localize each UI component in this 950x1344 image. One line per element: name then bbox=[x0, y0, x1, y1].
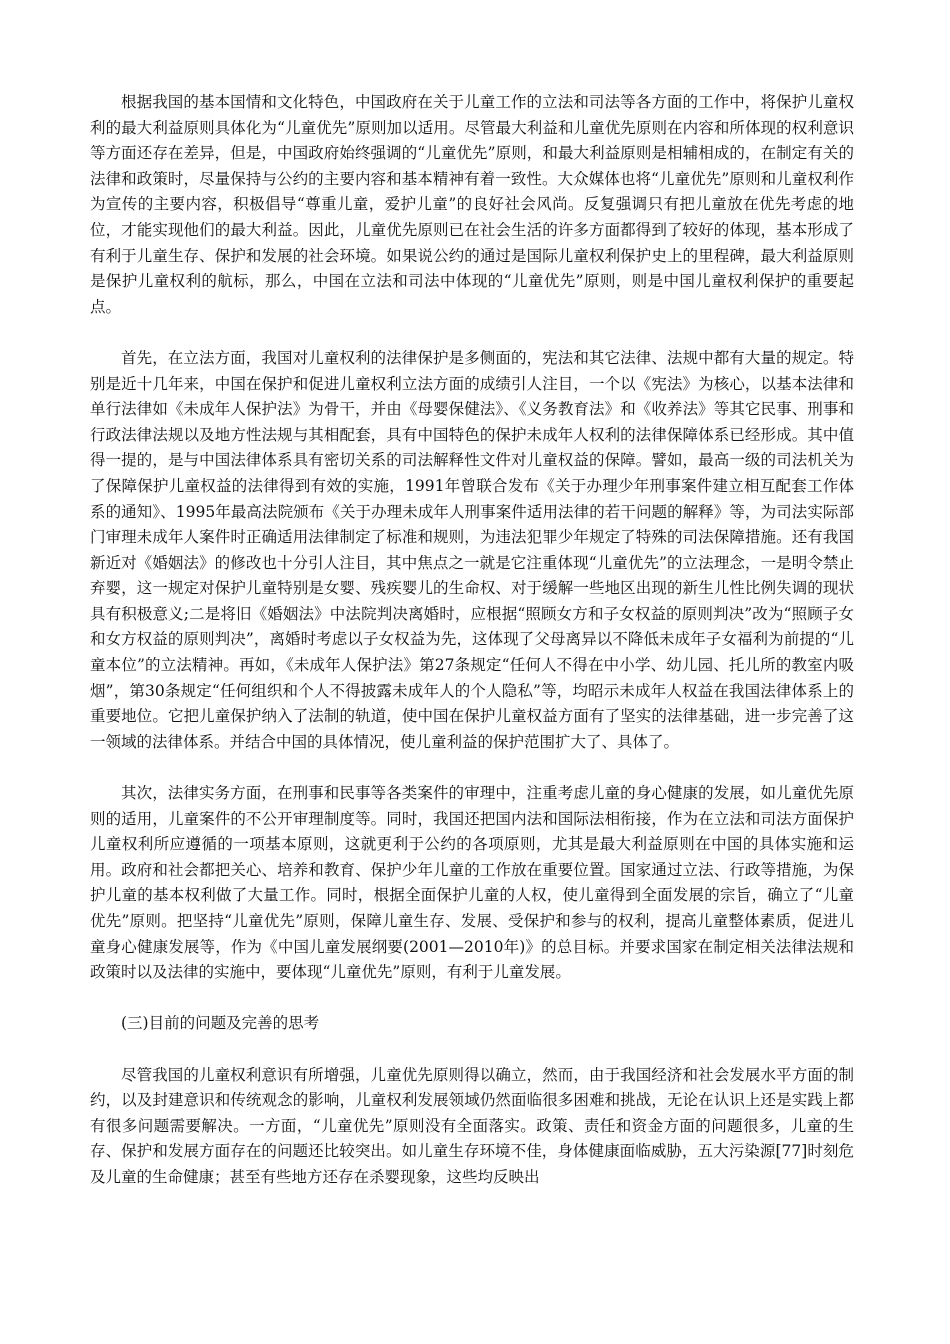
paragraph-current-problems: 尽管我国的儿童权利意识有所增强，儿童优先原则得以确立，然而，由于我国经济和社会发展水平方面的制约，以及封建意识和传统观念的影响，儿童权利发展领域仍然面临很多困难和挑战，无论在认识上还是实践上都有很多问题需要解决。一方面，“儿童优先”原则没有全面落实。政策、责任和资金方面的问题很多，儿童的生存、保护和发展方面存在的问题还比较突出。如儿童生存环境不佳，身体健康面临威胁，五大污染源[77]时刻危及儿童的生命健康；甚至有些地方还存在杀婴现象，这些均反映出 bbox=[90, 1065, 854, 1186]
paragraph-legislation: 首先，在立法方面，我国对儿童权利的法律保护是多侧面的，宪法和其它法律、法规中都有大量的规定。特别是近十几年来，中国在保护和促进儿童权利立法方面的成绩引人注目，一个以《宪法》为核心，以基本法律和单行法律如《未成年人保护法》为骨干，并由《母婴保健法》、《义务教育法》和《收养法》等其它民事、刑事和行政法律法规以及地方性法规与其相配套，具有中国特色的保护未成年人权利的法律保障体系已经形成。其中值得一提的，是与中国法律体系具有密切关系的司法解释性文件对儿童权益的保障。譬如，最高一级的司法机关为了保障保护儿童权益的法律得到有效的实施，1991年曾联合发布《关于办理少年刑事案件建立相互配套工作体系的通知》、1995年最高法院颁布《关于办理未成年人刑事案件适用法律的若干问题的解释》等，为司法实际部门审理未成年人案件时正确适用法律制定了标准和规则，为违法犯罪少年规定了特殊的司法保障措施。还有我国新近对《婚姻法》的修改也十分引人注目，其中焦点之一就是它注重体现“儿童优先”的立法理念，一是明令禁止弃婴，这一规定对保护儿童特别是女婴、残疾婴儿的生命权、对于缓解一些地区出现的新生儿性比例失调的现状具有积极意义;二是将旧《婚姻法》中法院判决离婚时，应根据“照顾女方和子女权益的原则判决”改为“照顾子女和女方权益的原则判决”，离婚时考虑以子女权益为先，这体现了父母离异以不降低未成年子女福利为前提的“儿童本位”的立法精神。再如，《未成年人保护法》第27条规定“任何人不得在中小学、幼儿园、托儿所的教室内吸烟”，第30条规定“任何组织和个人不得披露未成年人的个人隐私”等，均昭示未成年人权益在我国法律体系上的重要地位。它把儿童保护纳入了法制的轨道，使中国在保护儿童权益方面有了坚实的法律基础，进一步完善了这一领域的法律体系。并结合中国的具体情况，使儿童利益的保护范围扩大了、具体了。 bbox=[90, 348, 854, 751]
paragraph-legal-practice: 其次，法律实务方面，在刑事和民事等各类案件的审理中，注重考虑儿童的身心健康的发展，如儿童优先原则的适用，儿童案件的不公开审理制度等。同时，我国还把国内法和国际法相衔接，作为在立法和司法方面保护儿童权利所应遵循的一项基本原则，这就更利于公约的各项原则，尤其是最大利益原则在中国的具体实施和运用。政府和社会都把关心、培养和教育、保护少年儿童的工作放在重要位置。国家通过立法、行政等措施，为保护儿童的基本权利做了大量工作。同时，根据全面保护儿童的人权，使儿童得到全面发展的宗旨，确立了“儿童优先”原则。把坚持“儿童优先”原则，保障儿童生存、发展、受保护和参与的权利，提高儿童整体素质，促进儿童身心健康发展等，作为《中国儿童发展纲要(2001—2010年)》的总目标。并要求国家在制定相关法律法规和政策时以及法律的实施中，要体现“儿童优先”原则，有利于儿童发展。 bbox=[90, 784, 854, 982]
paragraph-child-priority-principle: 根据我国的基本国情和文化特色，中国政府在关于儿童工作的立法和司法等各方面的工作中，将保护儿童权利的最大利益原则具体化为“儿童优先”原则加以适用。尽管最大利益和儿童优先原则在内容和所体现的权利意识等方面还存在差异，但是，中国政府始终强调的“儿童优先”原则，和最大利益原则是相辅相成的，在制定有关的法律和政策时，尽量保持与公约的主要内容和基本精神有着一致性。大众媒体也将“儿童优先”原则和儿童权利作为宣传的主要内容，积极倡导“尊重儿童，爱护儿童”的良好社会风尚。反复强调只有把儿童放在优先考虑的地位，才能实现他们的最大利益。因此，儿童优先原则已在社会生活的许多方面都得到了较好的体现，基本形成了有利于儿童生存、保护和发展的社会环境。如果说公约的通过是国际儿童权利保护史上的里程碑，最大利益原则是保护儿童权利的航标，那么，中国在立法和司法中体现的“儿童优先”原则，则是中国儿童权利保护的重要起点。 bbox=[90, 93, 854, 316]
document-page bbox=[90, 90, 854, 1191]
section-heading: (三)目前的问题及完善的思考 bbox=[121, 1014, 320, 1033]
